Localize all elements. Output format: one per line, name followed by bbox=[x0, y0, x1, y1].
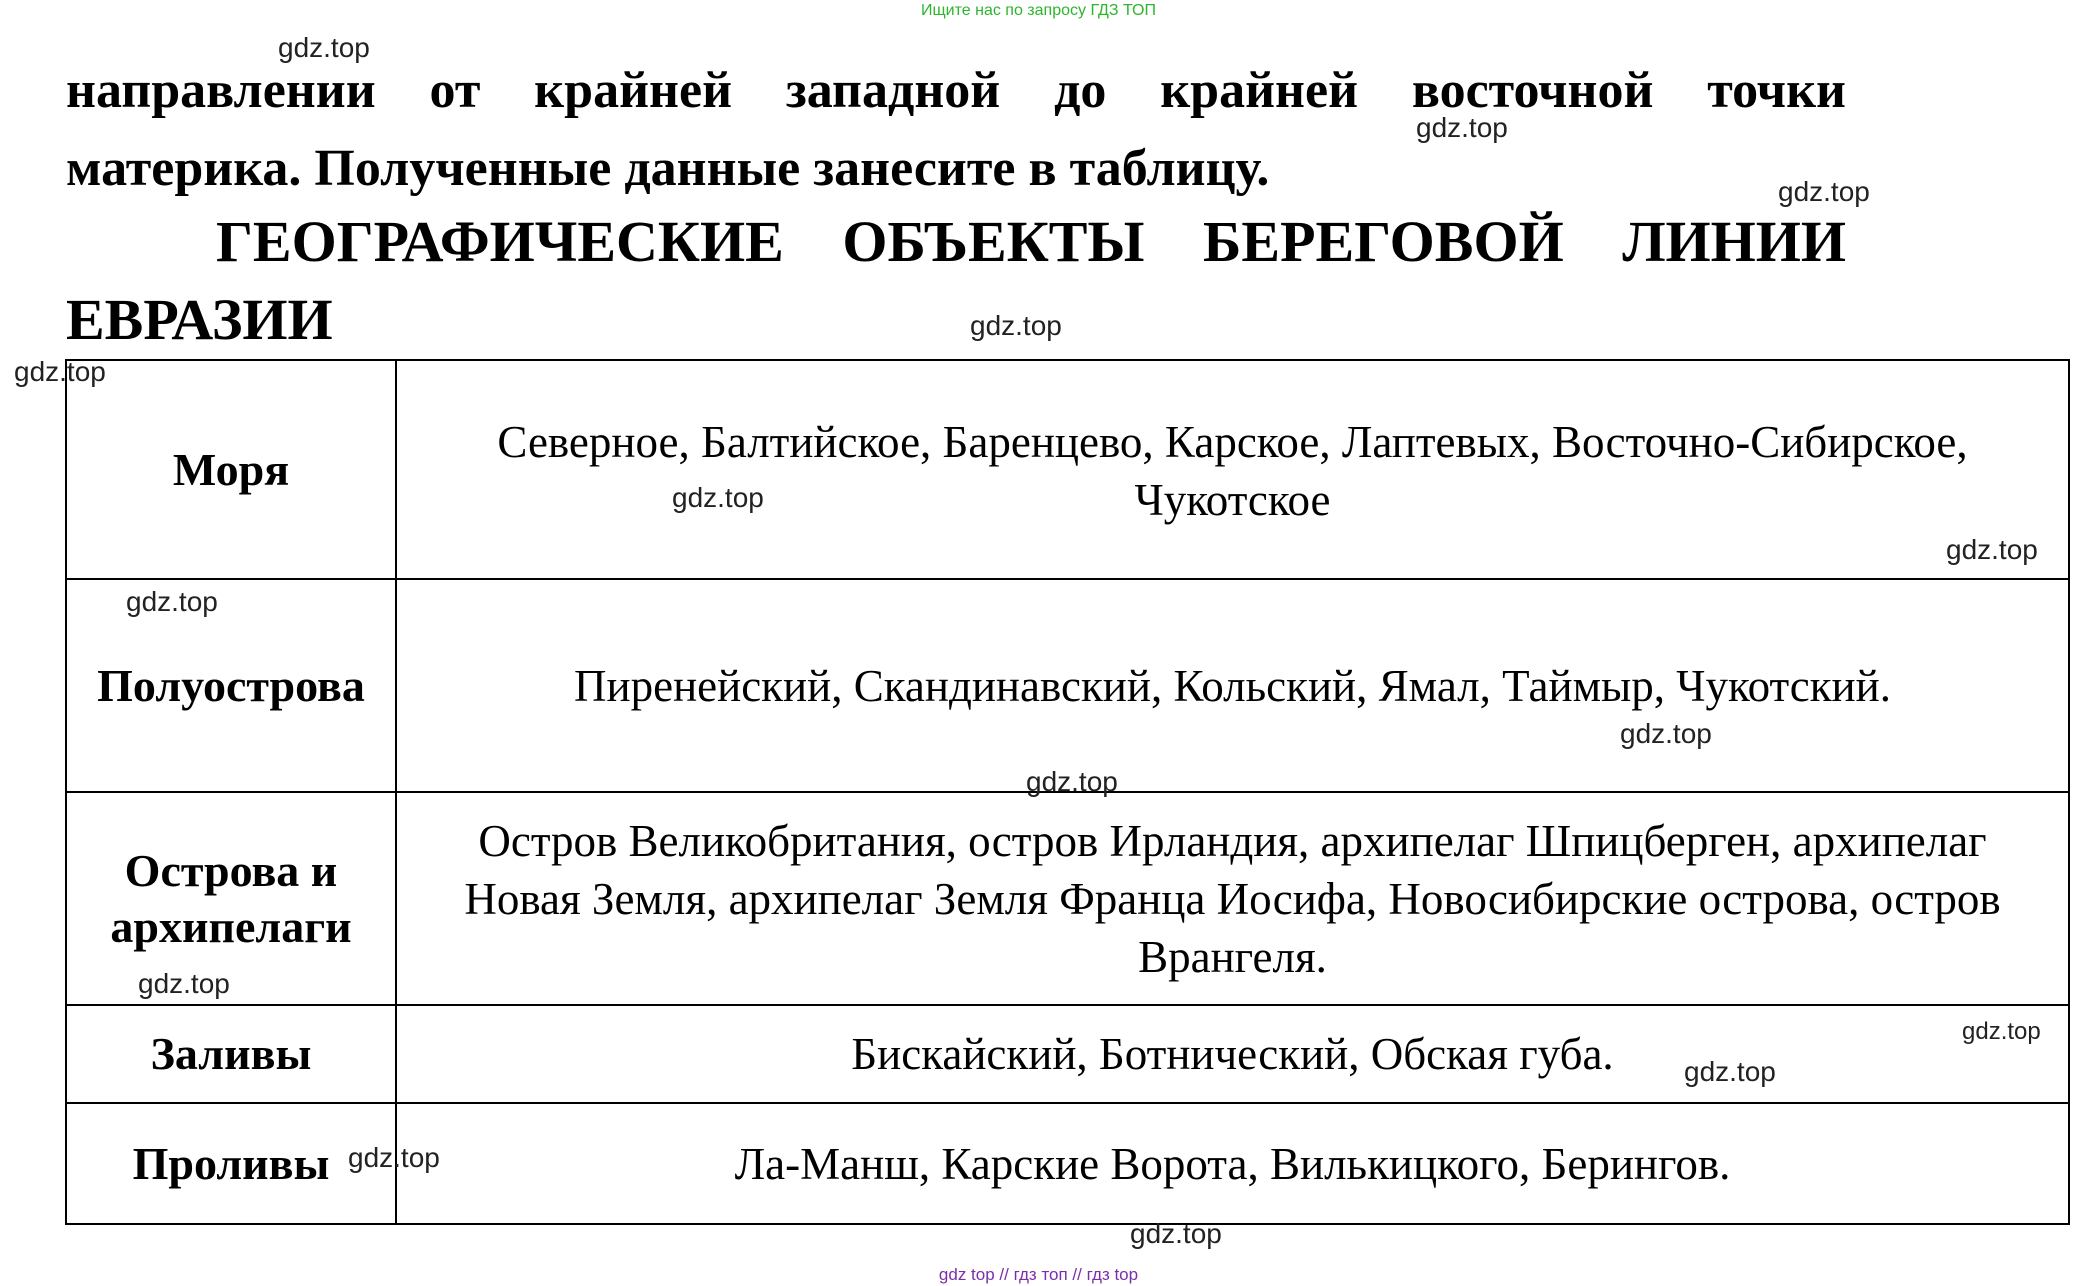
watermark: gdz.top bbox=[1416, 112, 1508, 143]
heading-line-2: ЕВРАЗИИ bbox=[66, 287, 333, 352]
watermark: gdz.top bbox=[672, 482, 764, 513]
footer-links[interactable]: gdz top // гдз топ // гдз top bbox=[938, 1265, 1139, 1284]
row-value-straits: Ла-Манш, Карские Ворота, Вилькицкого, Берингов. bbox=[734, 1138, 1731, 1189]
row-label-seas: Моря bbox=[67, 361, 397, 578]
watermark: gdz.top bbox=[126, 586, 218, 617]
table-row-islands bbox=[67, 793, 2068, 1006]
intro-line-2: материка. Полученные данные занесите в таблицу. bbox=[66, 140, 1270, 197]
watermark: gdz.top bbox=[14, 356, 106, 387]
row-value-islands: Остров Великобритания, остров Ирландия, архипелаг Шпицберген, архипелаг Новая Земля, архипелаг Земля Франца Иосифа, Новосибирские острова, остров Врангеля. bbox=[464, 815, 2001, 982]
watermark: gdz.top bbox=[1684, 1056, 1776, 1087]
row-label-peninsulas: Полуострова bbox=[67, 580, 397, 791]
table-row-gulfs bbox=[67, 1006, 2068, 1104]
row-label-straits: Проливы bbox=[67, 1104, 397, 1223]
row-label-gulfs: Заливы bbox=[67, 1006, 397, 1102]
watermark: gdz.top bbox=[1130, 1218, 1222, 1249]
watermark: gdz.top bbox=[1946, 534, 2038, 565]
watermark: gdz.top bbox=[1778, 176, 1870, 207]
row-value-seas: Северное, Балтийское, Баренцево, Карское, Лаптевых, Восточно-Сибирское, Чукотское bbox=[497, 417, 1968, 525]
intro-paragraph bbox=[66, 52, 1846, 208]
intro-line-1: направлении от крайней западной до крайней восточной точки bbox=[66, 62, 1846, 119]
watermark: gdz.top bbox=[278, 32, 370, 63]
table-row-seas bbox=[67, 361, 2068, 580]
top-banner[interactable]: Ищите нас по запросу ГДЗ ТОП bbox=[921, 2, 1156, 19]
watermark: gdz.top bbox=[1962, 1018, 2041, 1045]
table-heading bbox=[66, 203, 1846, 359]
heading-line-1: ГЕОГРАФИЧЕСКИЕ ОБЪЕКТЫ БЕРЕГОВОЙ ЛИНИИ bbox=[216, 209, 1846, 274]
row-label-islands: Острова и архипелаги bbox=[67, 793, 397, 1004]
watermark: gdz.top bbox=[138, 968, 230, 999]
watermark: gdz.top bbox=[1620, 718, 1712, 749]
table-row-peninsulas bbox=[67, 580, 2068, 793]
row-value-gulfs: Бискайский, Ботнический, Обская губа. bbox=[851, 1029, 1614, 1079]
watermark: gdz.top bbox=[1026, 766, 1118, 797]
watermark: gdz.top bbox=[970, 310, 1062, 341]
row-value-peninsulas: Пиренейский, Скандинавский, Кольский, Ямал, Таймыр, Чукотский. bbox=[574, 660, 1891, 711]
watermark: gdz.top bbox=[348, 1142, 440, 1173]
